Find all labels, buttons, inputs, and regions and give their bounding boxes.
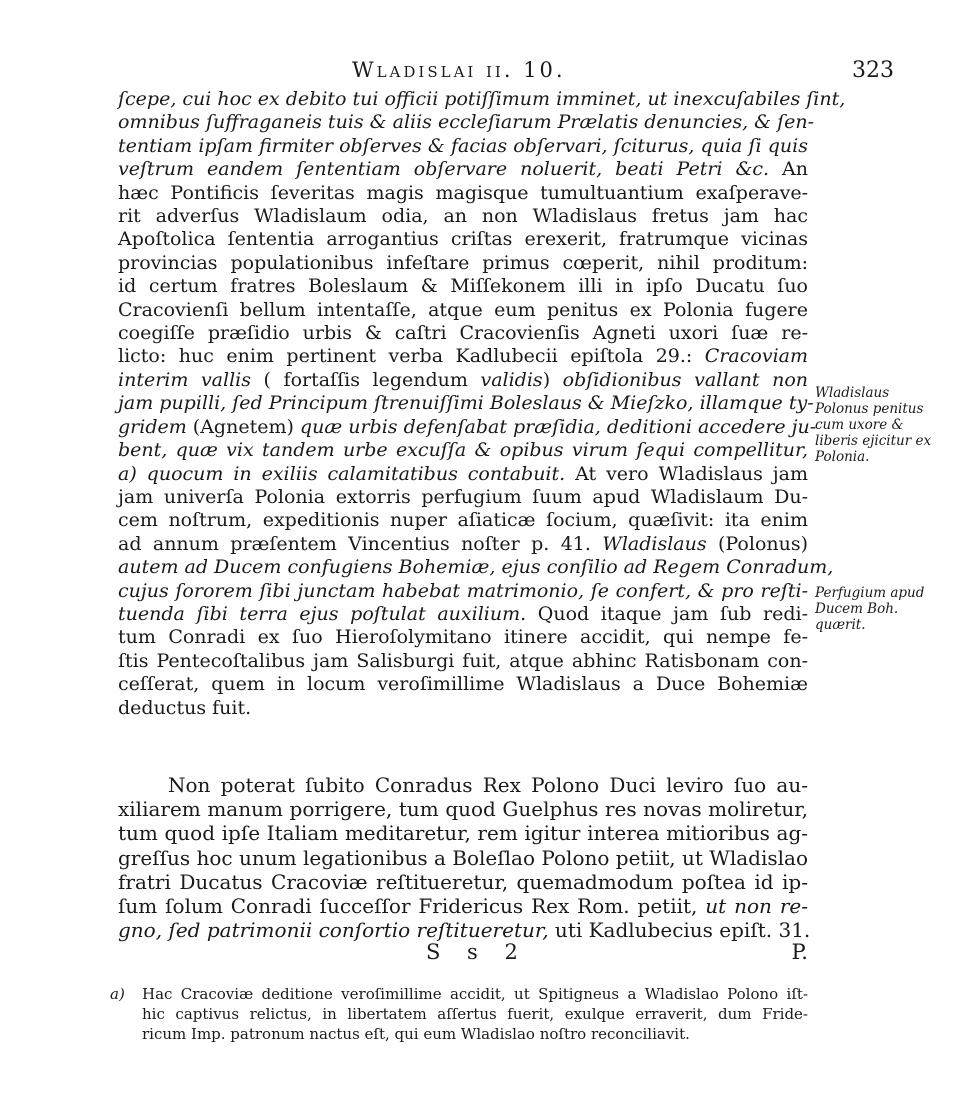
text-run: Non poterat ſubito Conradus Rex Polono Duci leviro ſuo au- [168,773,808,797]
text-line [118,88,846,111]
text-line [118,439,808,462]
page-number: 323 [852,58,894,83]
footnote-marker: a) [110,985,125,1003]
text-run: hæc Pontificis ſeveritas magis magisque tumultuantium exaſperave- [118,181,808,204]
text-line [118,509,808,532]
text-run: tum Conradi ex ſuo Hieroſolymitano itinere accidit, qui nempe fe- [118,626,808,649]
text-run: bent, quæ vix tandem urbe excuſſa & opibus virum ſequi compellitur, [118,439,808,462]
text-line [118,345,808,368]
text-run: jam univerſa Polonia extorris perfugium ſuum apud Wladislaum Du- [118,485,808,508]
text-line [118,322,808,345]
text-line [118,228,808,251]
text-run: cujus ſororem ſibi junctam habebat matrimonio, ſe confert, & pro reſti- [118,579,808,602]
text-line [118,252,808,275]
text-run: Cracovienſi bellum intentaſſe, atque eum penitus ex Polonia fugere [118,298,808,321]
text-run: ſcepe, cui hoc ex debito tui officii potiſſimum imminet, ut inexcuſabiles ſint, [118,88,846,110]
text-run: xiliarem manum porrigere, tum quod Guelphus res novas moliretur, [118,797,808,822]
text-line [118,918,811,943]
text-run: obſidionibus vallant non [562,368,808,391]
text-run: uti Kadlubecius epiſt. 31. [548,918,811,943]
footnote-line: hic captivus relictus, in libertatem aſſertus fuerit, exulque erraverit, dum Fride- [142,1005,808,1023]
text-run: ( fortaſſis legendum [250,368,481,391]
text-run: omnibus ſuffraganeis tuis & aliis eccleſiarum Prælatis denuncies, & ſen- [118,111,815,134]
text-run: ad annum præſentem Vincentius noſter p. 41. [118,532,591,555]
text-run: fratri Ducatus Cracoviæ reſtitueretur, quemadmodum poſtea id ip- [118,869,808,894]
text-run: ſtis Pentecoſtalibus jam Salisburgi fuit, atque abhinc Ratisbonam con- [118,649,808,672]
text-run: An [769,158,808,181]
signature-line [118,940,808,970]
text-line [118,626,808,649]
text-line [118,111,815,134]
text-run: jam pupilli, ſed Principum ſtrenuiſſimi Boleslaus & Mieſzko, illamque ty- [118,392,814,415]
text-line [118,533,808,556]
text-line [118,486,808,509]
text-run: ceſſerat, quem in locum veroſimillime Wladislaus a Duce Bohemiæ [118,673,808,696]
text-run: tum quod ipſe Italiam meditaretur, rem igitur interea mitioribus ag- [118,821,808,846]
text-run: gridem [118,415,187,438]
text-line [118,182,808,205]
footnote [110,984,808,1044]
text-run: (Polonus) [706,532,809,555]
text-run: ut non re- [697,894,808,919]
footnote-line: ricum Imp. patronum nactus eſt, qui eum Wladislao noſtro reconciliavit. [142,1025,690,1043]
text-run: deductus fuit. [118,696,252,719]
text-run: Wladislaus [590,532,707,555]
text-line [118,603,808,626]
text-run: Cracoviam [692,345,808,368]
text-line [118,894,808,918]
text-line [118,673,808,696]
text-run: id certum fratres Boleslaum & Miſſekonem illi in ipſo Ducatu ſuo [118,275,808,298]
text-run: licto: huc enim pertinent verba Kadlubecii epiſtola 29.: [118,345,693,368]
text-run: veſtrum eandem ſententiam obſervare noluerit, beati Petri &c. [118,158,770,181]
text-run: cem noſtrum, expeditionis nuper aſiaticæ ſocium, quæſivit: ita enim [118,509,808,532]
text-line [118,369,808,392]
text-run: ) [542,368,563,391]
text-line [118,773,808,797]
margin-note-expulsion: Wladislaus Polonus penitus cum uxore & liberis ejicitur ex Polonia. [815,385,932,465]
text-run: tentiam ipſam firmiter obſerves & facias obſervari, ſciturus, quia ſi quis [118,134,808,157]
text-line [118,135,808,158]
margin-note-refuge: Perfugium apud Ducem Boh. quærit. [815,585,925,633]
text-run: interim vallis [118,368,251,391]
text-line [118,299,808,322]
text-run: Apoſtolica ſententia arrogantius criſtas erexerit, fratrumque vicinas [118,228,808,251]
printer-signature: S s 2 [426,940,528,964]
text-run: gno, ſed patrimonii conſortio reſtitueretur, [118,918,549,943]
text-line [118,415,817,439]
text-line [118,580,808,603]
text-line [118,463,808,486]
footnote-line: Hac Cracoviæ deditione veroſimillime accidit, ut Spitigneus a Wladislao Polono iſt- [142,985,808,1003]
text-run: Quod itaque jam ſub redi- [526,602,808,625]
text-line [118,797,808,821]
catchword: P. [791,940,808,964]
text-run: At vero Wladislaus jam [565,462,808,485]
text-line [118,870,808,894]
text-line [118,697,808,720]
text-run: coegiſſe præſidio urbis & caſtri Cracovienſis Agneti uxori ſuæ re- [118,322,808,345]
running-title: Wladislai ii. 10. [352,58,566,82]
text-run: greſſus hoc unum legationibus a Boleſlao Polono petiit, ut Wladislao [118,845,808,870]
text-run: validis [480,368,543,391]
text-run: autem ad Ducem confugiens Bohemiæ, ejus conſilio ad Regem Conradum, [118,556,834,579]
text-line [118,846,808,870]
text-line [118,205,808,228]
text-run: provincias populationibus infeſtare primus cœperit, nihil proditum: [118,251,808,274]
text-line [118,392,814,415]
text-line [118,821,808,845]
paragraph-2 [118,773,811,943]
text-line [118,556,834,579]
text-line [118,275,808,298]
text-line [118,158,808,181]
text-run: quæ urbis defenſabat præſidia, deditioni accedere ju- [299,415,817,438]
text-run: rit adverſus Wladislaum odia, an non Wladislaus fretus jam hac [118,205,808,228]
paragraph-1 [118,88,846,720]
text-run: (Agnetem) [186,415,300,438]
text-run: tuenda ſibi terra ejus poſtulat auxilium. [118,602,527,625]
text-line [118,650,808,673]
text-run: ſum ſolum Conradi ſucceſſor Fridericus Rex Rom. petiit, [118,894,698,919]
text-run: a) quocum in exiliis calamitatibus contabuit. [118,462,566,485]
